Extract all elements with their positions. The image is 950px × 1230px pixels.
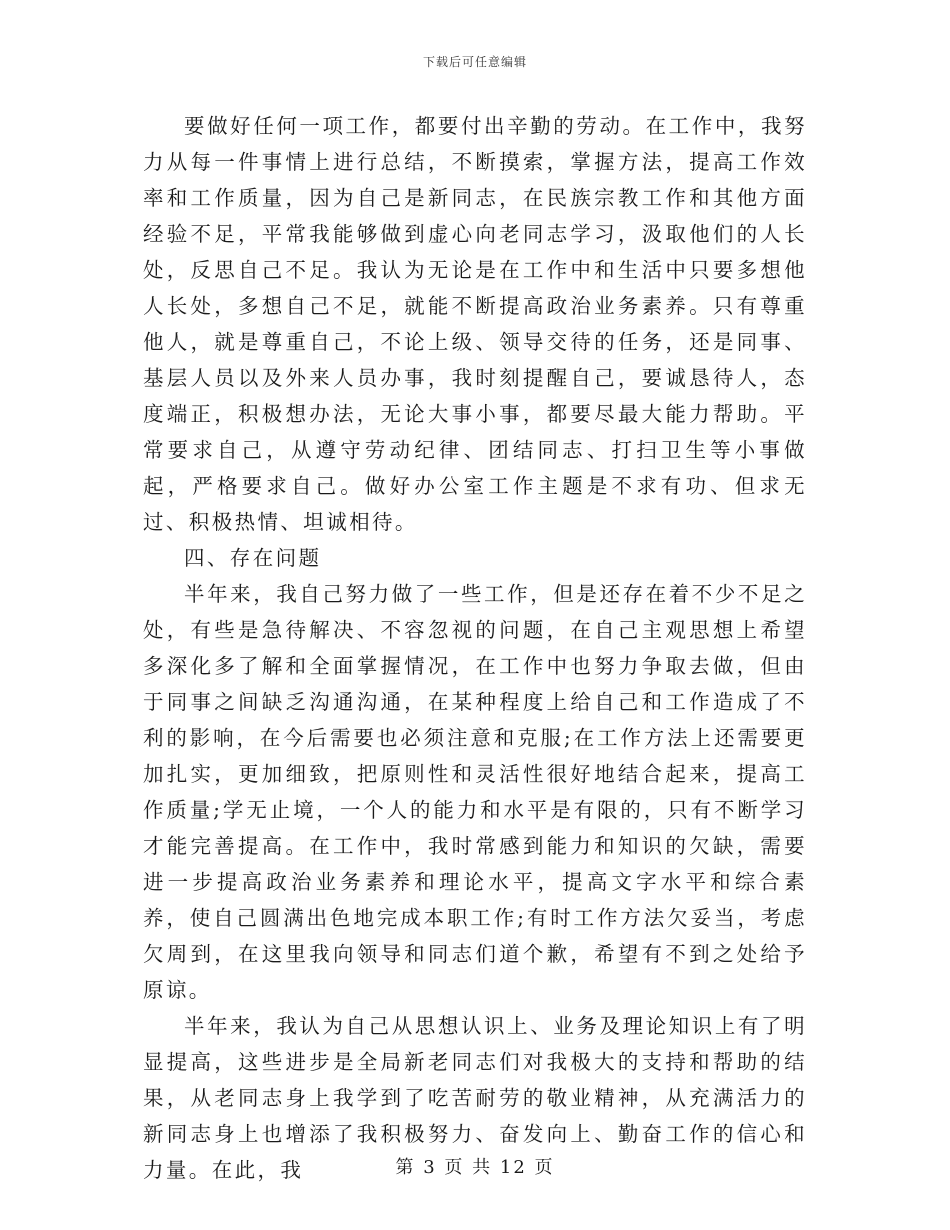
footer-middle: 页 共	[444, 1157, 493, 1178]
section-heading-problems: 四、存在问题	[184, 546, 322, 570]
page-header: 下载后可任意编辑	[422, 55, 527, 69]
page-number-footer	[0, 1153, 950, 1179]
paragraph-existing-problems: 半年来，我自己努力做了一些工作，但是还存在着不少不足之处，有些是急待解决、不容忽视的问题，在自己主观思想上希望多深化多了解和全面掌握情况，在工作中也努力争取去做，但由于同事之间缺乏沟通沟通，在某种程度上给自己和工作造成了不利的影响，在今后需要也必须注意和克服;在工作方法上还需要更加扎实，更加细致，把原则性和灵活性很好地结合起来，提高工作质量;学无止境，一个人的能力和水平是有限的，只有不断学习才能完善提高。在工作中，我时常感到能力和知识的欠缺，需要进一步提高政治业务素养和理论水平，提高文字水平和综合素养，使自己圆满出色地完成本职工作;有时工作方法欠妥当，考虑欠周到，在这里我向领导和同志们道个歉，希望有不到之处给予原谅。	[143, 582, 807, 1002]
footer-suffix: 页	[534, 1157, 555, 1178]
footer-current-page: 3	[423, 1157, 437, 1178]
paragraph-half-year-summary: 半年来，我认为自己从思想认识上、业务及理论知识上有了明显提高，这些进步是全局新老同志们对我极大的支持和帮助的结果，从老同志身上我学到了吃苦耐劳的敬业精神，从充满活力的新同志身上也增添了我积极努力、奋发向上、勤奋工作的信心和力量。在此，我	[143, 1014, 807, 1182]
document-body	[143, 108, 807, 1188]
footer-total-pages: 12	[499, 1157, 527, 1178]
paragraph-work-attitude: 要做好任何一项工作，都要付出辛勤的劳动。在工作中，我努力从每一件事情上进行总结，不断摸索，掌握方法，提高工作效率和工作质量，因为自己是新同志，在民族宗教工作和其他方面经验不足，平常我能够做到虚心向老同志学习，汲取他们的人长处，反思自己不足。我认为无论是在工作中和生活中只要多想他人长处，多想自己不足，就能不断提高政治业务素养。只有尊重他人，就是尊重自己，不论上级、领导交待的任务，还是同事、基层人员以及外来人员办事，我时刻提醒自己，要诚恳待人，态度端正，积极想办法，无论大事小事，都要尽最大能力帮助。平常要求自己，从遵守劳动纪律、团结同志、打扫卫生等小事做起，严格要求自己。做好办公室工作主题是不求有功、但求无过、积极热情、坦诚相待。	[143, 114, 807, 534]
footer-prefix: 第	[395, 1157, 416, 1178]
